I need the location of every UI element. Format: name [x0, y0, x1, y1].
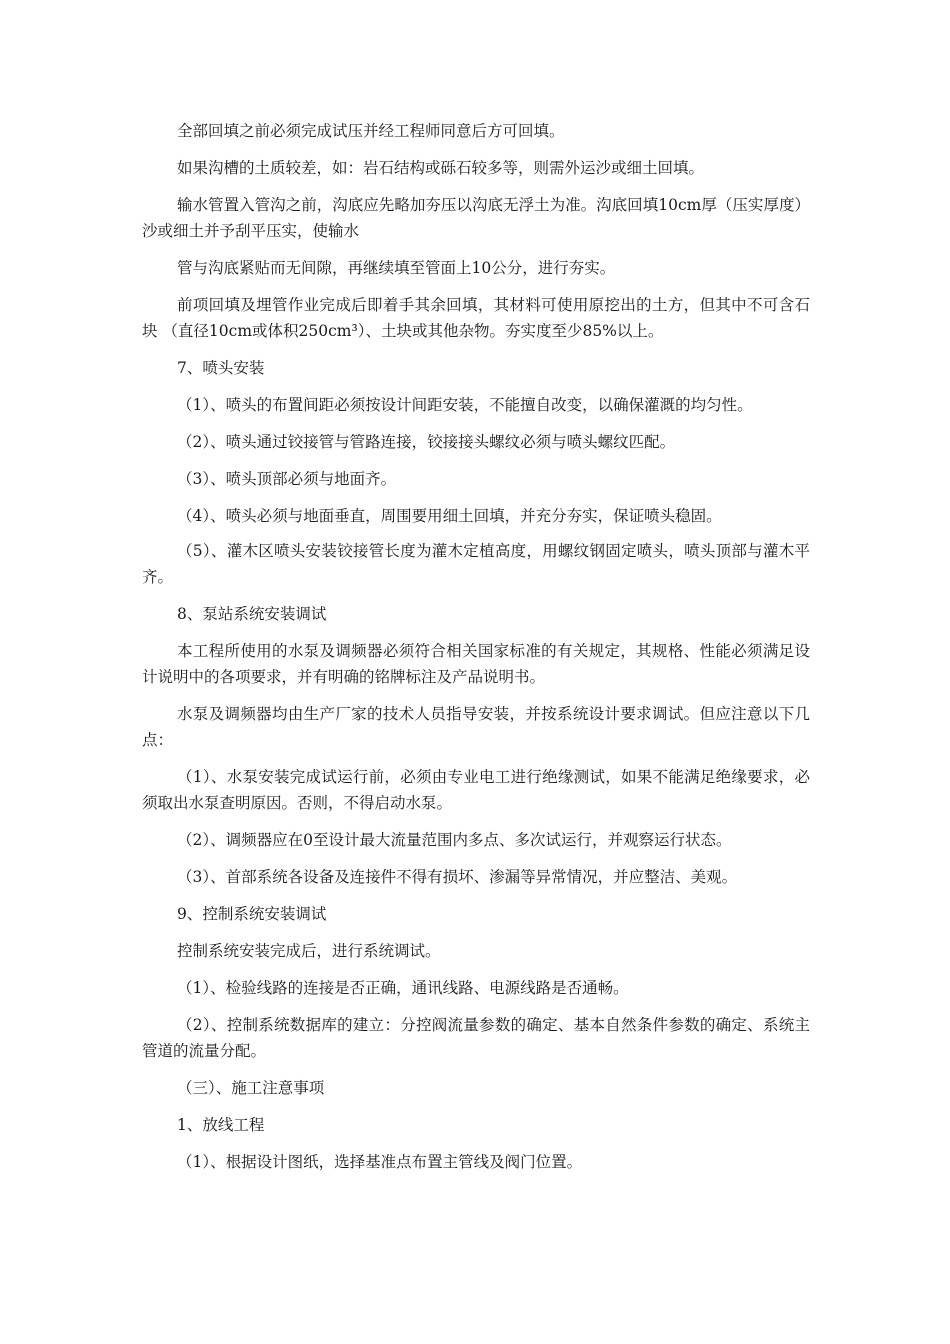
section-heading: （三）、施工注意事项: [177, 1079, 325, 1097]
list-item: （1）、喷头的布置间距必须按设计间距安装，不能擅自改变，以确保灌溉的均匀性。: [177, 396, 753, 414]
section-heading: 1、放线工程: [177, 1116, 265, 1134]
section-heading: 8、泵站系统安装调试: [177, 605, 327, 623]
list-item: （3）、首部系统各设备及连接件不得有损坏、渗漏等异常情况，并应整洁、美观。: [177, 868, 738, 886]
list-item: （4）、喷头必须与地面垂直，周围要用细土回填，并充分夯实，保证喷头稳固。: [177, 507, 722, 525]
paragraph: 前项回填及埋管作业完成后即着手其余回填，其材料可使用原挖出的土方，但其中不可含石块 （直径10cm或体积250cm³）、土块或其他杂物。夯实度至少85%以上。: [142, 296, 810, 340]
document-body: [142, 118, 810, 1175]
list-item: （1）、水泵安装完成试运行前，必须由专业电工进行绝缘测试，如果不能满足绝缘要求，必须取出水泵查明原因。否则，不得启动水泵。: [142, 768, 810, 812]
list-item: （2）、喷头通过铰接管与管路连接，铰接接头螺纹必须与喷头螺纹匹配。: [177, 433, 676, 451]
list-item: （1）、检验线路的连接是否正确，通讯线路、电源线路是否通畅。: [177, 979, 629, 997]
list-item: （2）、控制系统数据库的建立：分控阀流量参数的确定、基本自然条件参数的确定、系统主管道的流量分配。: [142, 1016, 810, 1060]
list-item: （2）、调频器应在0至设计最大流量范围内多点、多次试运行，并观察运行状态。: [177, 831, 732, 849]
paragraph: 管与沟底紧贴而无间隙，再继续填至管面上10公分，进行夯实。: [177, 259, 616, 277]
section-heading: 7、喷头安装: [177, 359, 265, 377]
paragraph: 如果沟槽的土质较差，如：岩石结构或砾石较多等，则需外运沙或细土回填。: [177, 159, 705, 177]
paragraph: 水泵及调频器均由生产厂家的技术人员指导安装，并按系统设计要求调试。但应注意以下几点：: [142, 705, 810, 749]
section-heading: 9、控制系统安装调试: [177, 905, 327, 923]
paragraph: 控制系统安装完成后，进行系统调试。: [177, 942, 441, 960]
paragraph: 输水管置入管沟之前，沟底应先略加夯压以沟底无浮土为准。沟底回填10cm厚（压实厚度）沙或细土并予刮平压实，使输水: [142, 196, 810, 240]
paragraph: 全部回填之前必须完成试压并经工程师同意后方可回填。: [177, 122, 565, 140]
list-item: （1）、根据设计图纸，选择基准点布置主管线及阀门位置。: [177, 1153, 583, 1171]
list-item: （3）、喷头顶部必须与地面齐。: [177, 470, 397, 488]
list-item: （5）、灌木区喷头安装铰接管长度为灌木定植高度，用螺纹钢固定喷头，喷头顶部与灌木平齐。: [142, 542, 810, 586]
paragraph: 本工程所使用的水泵及调频器必须符合相关国家标准的有关规定，其规格、性能必须满足设计说明中的各项要求，并有明确的铭牌标注及产品说明书。: [142, 642, 810, 686]
